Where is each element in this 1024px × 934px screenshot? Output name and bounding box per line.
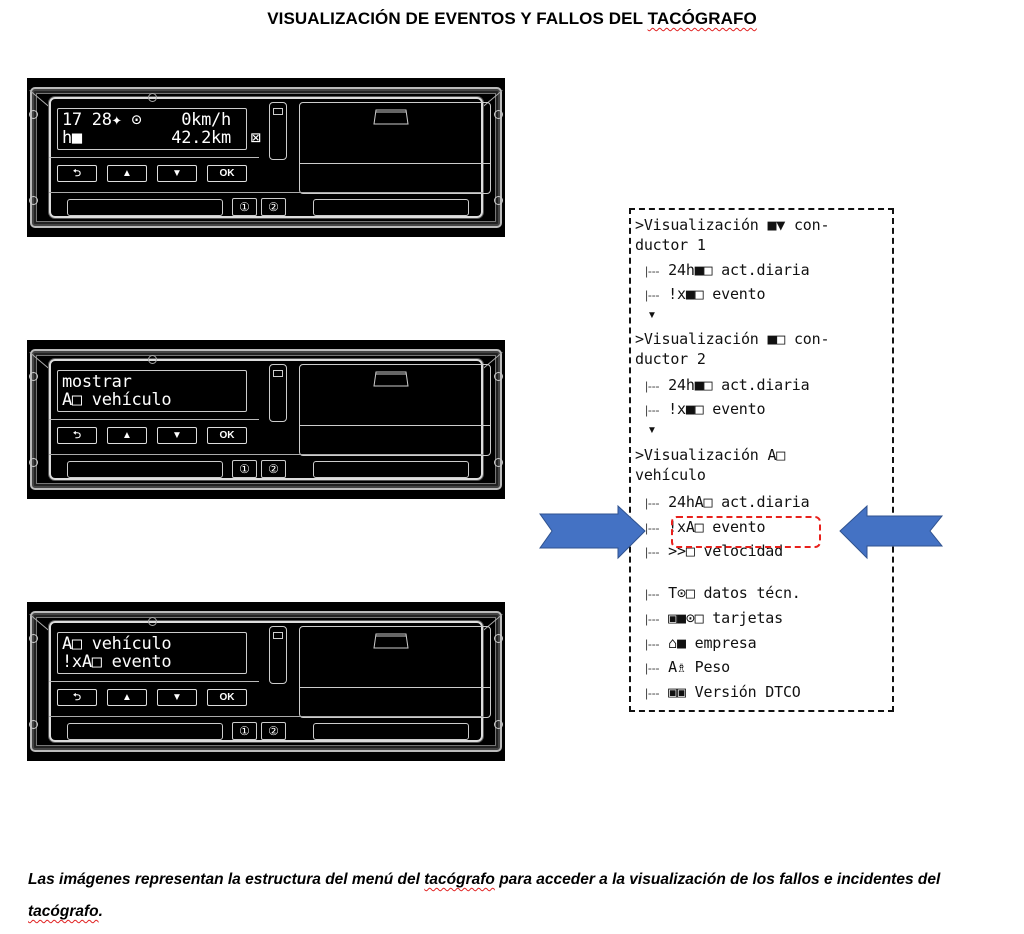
sensor-icon — [148, 93, 157, 102]
card-slot-2[interactable] — [313, 723, 469, 740]
driver-2-button[interactable]: ② — [261, 198, 286, 216]
ok-button[interactable]: OK — [207, 427, 247, 444]
up-button[interactable]: ▲ — [107, 165, 147, 182]
menu-item-label: 24hA□ act.diaria — [668, 493, 810, 511]
menu-item-label: A♗ Peso — [668, 658, 730, 676]
lcd-line-1: mostrar — [62, 372, 132, 392]
lcd-line-2: !xA□ evento — [62, 652, 172, 672]
screw-icon — [29, 196, 38, 205]
up-button[interactable]: ▲ — [107, 427, 147, 444]
down-arrow-icon: ▼ — [647, 425, 657, 436]
download-slot — [269, 102, 287, 160]
screw-icon — [29, 372, 38, 381]
tree-branch: |--- — [645, 686, 660, 700]
menu-item-label: ▣■⊙□ tarjetas — [668, 609, 783, 627]
tree-branch: |--- — [645, 379, 660, 393]
caption-text — [28, 864, 1003, 928]
divider — [49, 716, 483, 717]
arrow-right-icon — [538, 504, 648, 560]
menu-item-label: ▣▣ Versión DTCO — [668, 683, 801, 701]
tree-branch: |--- — [645, 288, 660, 302]
tree-branch: |--- — [645, 661, 660, 675]
caption-part: . — [98, 903, 103, 920]
tree-branch: |--- — [645, 637, 660, 651]
download-slot — [269, 364, 287, 422]
screw-icon — [29, 110, 38, 119]
back-button[interactable]: ⮌ — [57, 689, 97, 706]
download-slot — [269, 626, 287, 684]
tree-branch: |--- — [645, 545, 660, 559]
menu-item-label: 24h■□ act.diaria — [668, 376, 810, 394]
menu-item — [645, 261, 809, 279]
tachograph-panel-2 — [27, 340, 505, 499]
card-slot-2[interactable] — [313, 199, 469, 216]
menu-vehicle-header: >Visualización A□ — [635, 446, 786, 464]
title-text: VISUALIZACIÓN DE EVENTOS Y FALLOS DEL — [267, 9, 648, 28]
screw-icon — [494, 110, 503, 119]
arrow-left-icon — [838, 504, 944, 560]
screw-icon — [494, 372, 503, 381]
tree-branch: |--- — [645, 264, 660, 278]
divider — [49, 419, 259, 420]
driver-2-button[interactable]: ② — [261, 460, 286, 478]
menu-item — [645, 634, 756, 652]
down-button[interactable]: ▼ — [157, 165, 197, 182]
back-button[interactable]: ⮌ — [57, 427, 97, 444]
lcd-line-2: h■ 42.2km ⊠ — [62, 128, 261, 148]
back-button[interactable]: ⮌ — [57, 165, 97, 182]
lcd-line-1: A□ vehículo — [62, 634, 172, 654]
driver-1-button[interactable]: ① — [232, 722, 257, 740]
down-button[interactable]: ▼ — [157, 427, 197, 444]
lcd-display — [57, 370, 247, 412]
menu-vehicle-header-cont: vehículo — [635, 466, 706, 484]
divider — [49, 157, 259, 158]
lcd-line-2: A□ vehículo — [62, 390, 172, 410]
menu-item-label: !x■□ evento — [668, 285, 766, 303]
menu-item — [645, 493, 809, 511]
menu-driver1-header: >Visualización ■▼ con- — [635, 216, 830, 234]
menu-item-label: T⊙□ datos técn. — [668, 584, 801, 602]
divider — [300, 425, 490, 426]
screw-icon — [29, 458, 38, 467]
menu-driver2-header: >Visualización ■□ con- — [635, 330, 830, 348]
sensor-icon — [148, 617, 157, 626]
sensor-icon — [148, 355, 157, 364]
caption-part: Las imágenes representan la estructura del menú del — [28, 871, 425, 888]
card-slot-1[interactable] — [67, 723, 223, 740]
divider — [300, 687, 490, 688]
down-arrow-icon: ▼ — [647, 310, 657, 321]
card-slot-2[interactable] — [313, 461, 469, 478]
tree-branch: |--- — [645, 587, 660, 601]
divider — [300, 163, 490, 164]
menu-item-label: >>□ velocidad — [668, 542, 783, 560]
card-slot-1[interactable] — [67, 461, 223, 478]
screw-icon — [29, 634, 38, 643]
screw-icon — [494, 720, 503, 729]
tachograph-panel-1 — [27, 78, 505, 237]
card-slot-1[interactable] — [67, 199, 223, 216]
tree-branch: |--- — [645, 612, 660, 626]
highlight-box — [671, 516, 821, 548]
divider — [49, 192, 483, 193]
menu-item-label: 24h■□ act.diaria — [668, 261, 810, 279]
menu-structure-box — [629, 208, 894, 712]
menu-item-label: ⌂■ empresa — [668, 634, 757, 652]
caption-flagged-word: tacógrafo — [28, 903, 99, 920]
menu-item — [645, 609, 783, 627]
caption-flagged-word: tacógrafo — [424, 871, 495, 888]
printer-drawer[interactable] — [299, 364, 491, 456]
screw-icon — [494, 196, 503, 205]
title-flagged-word: TACÓGRAFO — [647, 9, 757, 28]
tree-branch: |--- — [645, 403, 660, 417]
driver-2-button[interactable]: ② — [261, 722, 286, 740]
caption-part: para acceder a la visualización de los fallos e incidentes del — [494, 871, 941, 888]
ok-button[interactable]: OK — [207, 165, 247, 182]
page-title — [0, 9, 1024, 29]
screw-icon — [494, 458, 503, 467]
lcd-display — [57, 632, 247, 674]
tree-branch: |--- — [645, 521, 660, 535]
divider — [49, 454, 483, 455]
screw-icon — [29, 720, 38, 729]
tachograph-panel-3 — [27, 602, 505, 761]
printer-tray-icon — [373, 633, 409, 649]
divider — [49, 681, 259, 682]
lcd-line-1: 17 28✦ ⊙ 0km/h — [62, 110, 231, 130]
menu-item-label: !x■□ evento — [668, 400, 766, 418]
driver-1-button[interactable]: ① — [232, 198, 257, 216]
printer-drawer[interactable] — [299, 102, 491, 194]
menu-item — [645, 683, 801, 701]
ok-button[interactable]: OK — [207, 689, 247, 706]
lcd-display — [57, 108, 261, 150]
up-button[interactable]: ▲ — [107, 689, 147, 706]
down-button[interactable]: ▼ — [157, 689, 197, 706]
printer-tray-icon — [373, 371, 409, 387]
printer-drawer[interactable] — [299, 626, 491, 718]
menu-driver1-header-cont: ductor 1 — [635, 236, 706, 254]
menu-driver2-header-cont: ductor 2 — [635, 350, 706, 368]
menu-item — [645, 285, 765, 303]
menu-item-label: !xA□ evento — [668, 518, 766, 536]
menu-item — [645, 584, 801, 602]
menu-item — [645, 400, 765, 418]
menu-item — [645, 376, 809, 394]
printer-tray-icon — [373, 109, 409, 125]
menu-item — [645, 658, 730, 676]
screw-icon — [494, 634, 503, 643]
tree-branch: |--- — [645, 496, 660, 510]
driver-1-button[interactable]: ① — [232, 460, 257, 478]
